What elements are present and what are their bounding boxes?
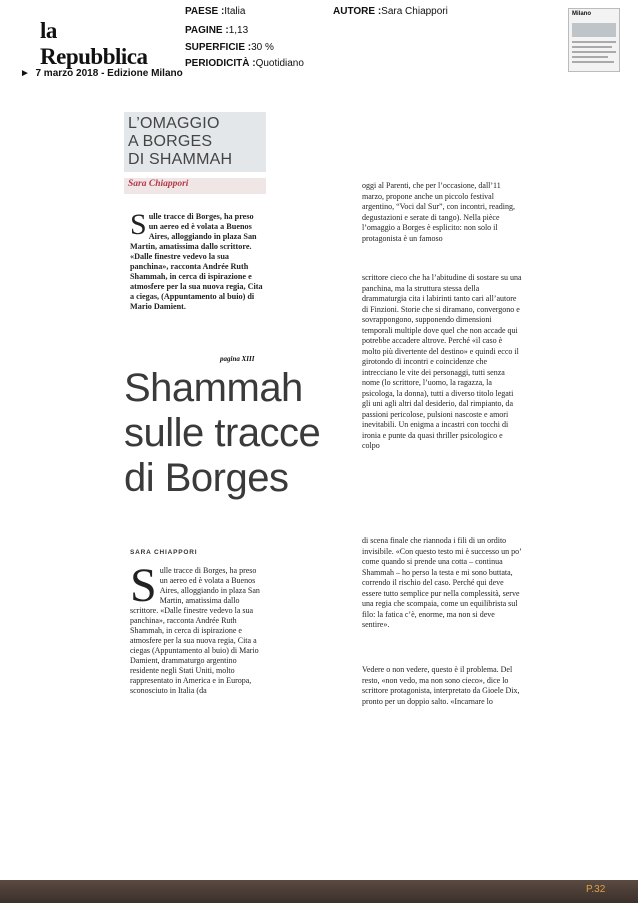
article-column-2: scrittore cieco che ha l’abitudine di sostare su una panchina, ma la struttura stessa della drammaturgia cita i labirinti tanto cari all’autore di Finzioni. Storie che si diramano, convergono e sovrappongono, supponendo dimensioni temporali multiple dove quel che non accade qui potrebbe accadere altrove. Perché «il caso è molto più divertente del destino» e quindi ecco il girotondo di incontri e coincidenze che intrecciano le vite dei personaggi, tutti senza nome (lo scrittore, l’uomo, la ragazza, la psicologa, la donna), tutti a diverso titolo legati gli uni agli altri dal desiderio, dal rimpianto, da passioni pericolose, pulsioni nascoste e amori inevitabili. Un enigma a incastri con tocchi di ironia e punte da quasi thriller psicologico e colpo	[362, 273, 522, 450]
page-reference: pagina XIII	[220, 355, 255, 363]
triangle-bullet-icon: ►	[20, 68, 30, 79]
article-headline	[124, 366, 320, 501]
thumbnail-line	[572, 61, 614, 63]
thumbnail-line	[572, 56, 608, 58]
body-drop-cap: S	[130, 559, 157, 612]
kicker-line: A BORGES	[128, 133, 213, 150]
meta-paese-value: Italia	[224, 6, 246, 17]
kicker-line: DI SHAMMAH	[128, 151, 233, 168]
newspaper-logo: la Repubblica	[40, 18, 148, 69]
meta-superficie-label: SUPERFICIE :	[185, 42, 252, 53]
teaser-text	[130, 208, 264, 312]
meta-paese	[185, 6, 245, 18]
edition-text: 7 marzo 2018 - Edizione Milano	[35, 68, 183, 79]
article-column-3: di scena finale che riannoda i fili di un ordito invisibile. «Con questo testo mi è successo un po’ come quando si prende una cotta – continua Shammah – ho perso la testa e mi sono buttata, correndo il rischio del caso. Perché qui deve essere tutto semplice pur nella complessità, serve una regia che scompaia, come un equilibrista sul filo: la fatica c’è, enorme, ma non si deve sentire».	[362, 536, 522, 629]
meta-superficie-value: 30 %	[251, 42, 274, 53]
meta-superficie	[185, 42, 274, 54]
edition-line	[20, 68, 183, 79]
meta-pagine	[185, 25, 248, 37]
article-author: SARA CHIAPPORI	[130, 549, 198, 556]
kicker-line: L’OMAGGIO	[128, 115, 220, 132]
footer-bar	[0, 880, 638, 903]
headline-line: di Borges	[124, 456, 289, 500]
meta-periodicita	[185, 58, 304, 70]
headline-line: Shammah	[124, 366, 303, 410]
teaser-drop-cap: S	[130, 208, 147, 241]
meta-autore-value: Sara Chiappori	[381, 6, 448, 17]
thumbnail-line	[572, 41, 616, 43]
article-column-4: Vedere o non vedere, questo è il problema. Del resto, «non vedo, ma non sono cieco», dice lo scrittore protagonista, interpretato da Gioele Dix, pronto per un doppio salto. «Incarnare lo	[362, 665, 520, 706]
thumbnail-line	[572, 46, 612, 48]
thumbnail-image	[572, 23, 616, 37]
thumbnail-line	[572, 51, 616, 53]
article-body-intro	[130, 559, 262, 696]
headline-line: sulle tracce	[124, 411, 321, 455]
meta-pagine-label: PAGINE :	[185, 25, 229, 36]
front-page-thumbnail	[568, 8, 620, 72]
meta-paese-label: PAESE :	[185, 6, 225, 17]
meta-periodicita-value: Quotidiano	[255, 58, 304, 69]
byline: Sara Chiappori	[128, 179, 189, 189]
page-number: P.32	[586, 884, 606, 895]
meta-periodicita-label: PERIODICITÀ :	[185, 58, 256, 69]
article-column-1: oggi al Parenti, che per l’occasione, dall’11 marzo, propone anche un piccolo festival argentino, “Voci dal Sur”, con incontri, reading, degustazioni e serate di tango). Nella pièce l’omaggio a Borges è esplicito: non solo il protagonista è un famoso	[362, 181, 515, 243]
thumbnail-title: Milano	[572, 11, 591, 17]
body-intro-text: ulle tracce di Borges, ha preso un aereo ed è volata a Buenos Aires, alloggiando in plaza San Martin, amatissima dallo scrittore. «Dalle finestre vedevo la sua panchina», racconta Andrée Ruth Shammah, in cerca di ispirazione e atmosfere per la sua nuova regia, Cita a ciegas (Appuntamento al buio) di Mario Damient, drammaturgo argentino residente negli Stati Uniti, molto rappresentato in America e in Europa, sconosciuto in Italia (da	[130, 566, 260, 695]
meta-autore-label: AUTORE :	[333, 6, 382, 17]
teaser-body: ulle tracce di Borges, ha preso un aereo ed è volata a Buenos Aires, alloggiando in plaza San Martin, amatissima dallo scrittore. «Dalle finestre vedevo la sua panchina», racconta Andrée Ruth Shammah, in cerca di ispirazione e atmosfere per la sua nuova regia, Cita a ciegas, (Appuntamento al buio) di Mario Damient.	[130, 212, 263, 311]
meta-autore	[333, 6, 448, 18]
meta-pagine-value: 1,13	[228, 25, 249, 36]
kicker-title	[128, 115, 232, 169]
